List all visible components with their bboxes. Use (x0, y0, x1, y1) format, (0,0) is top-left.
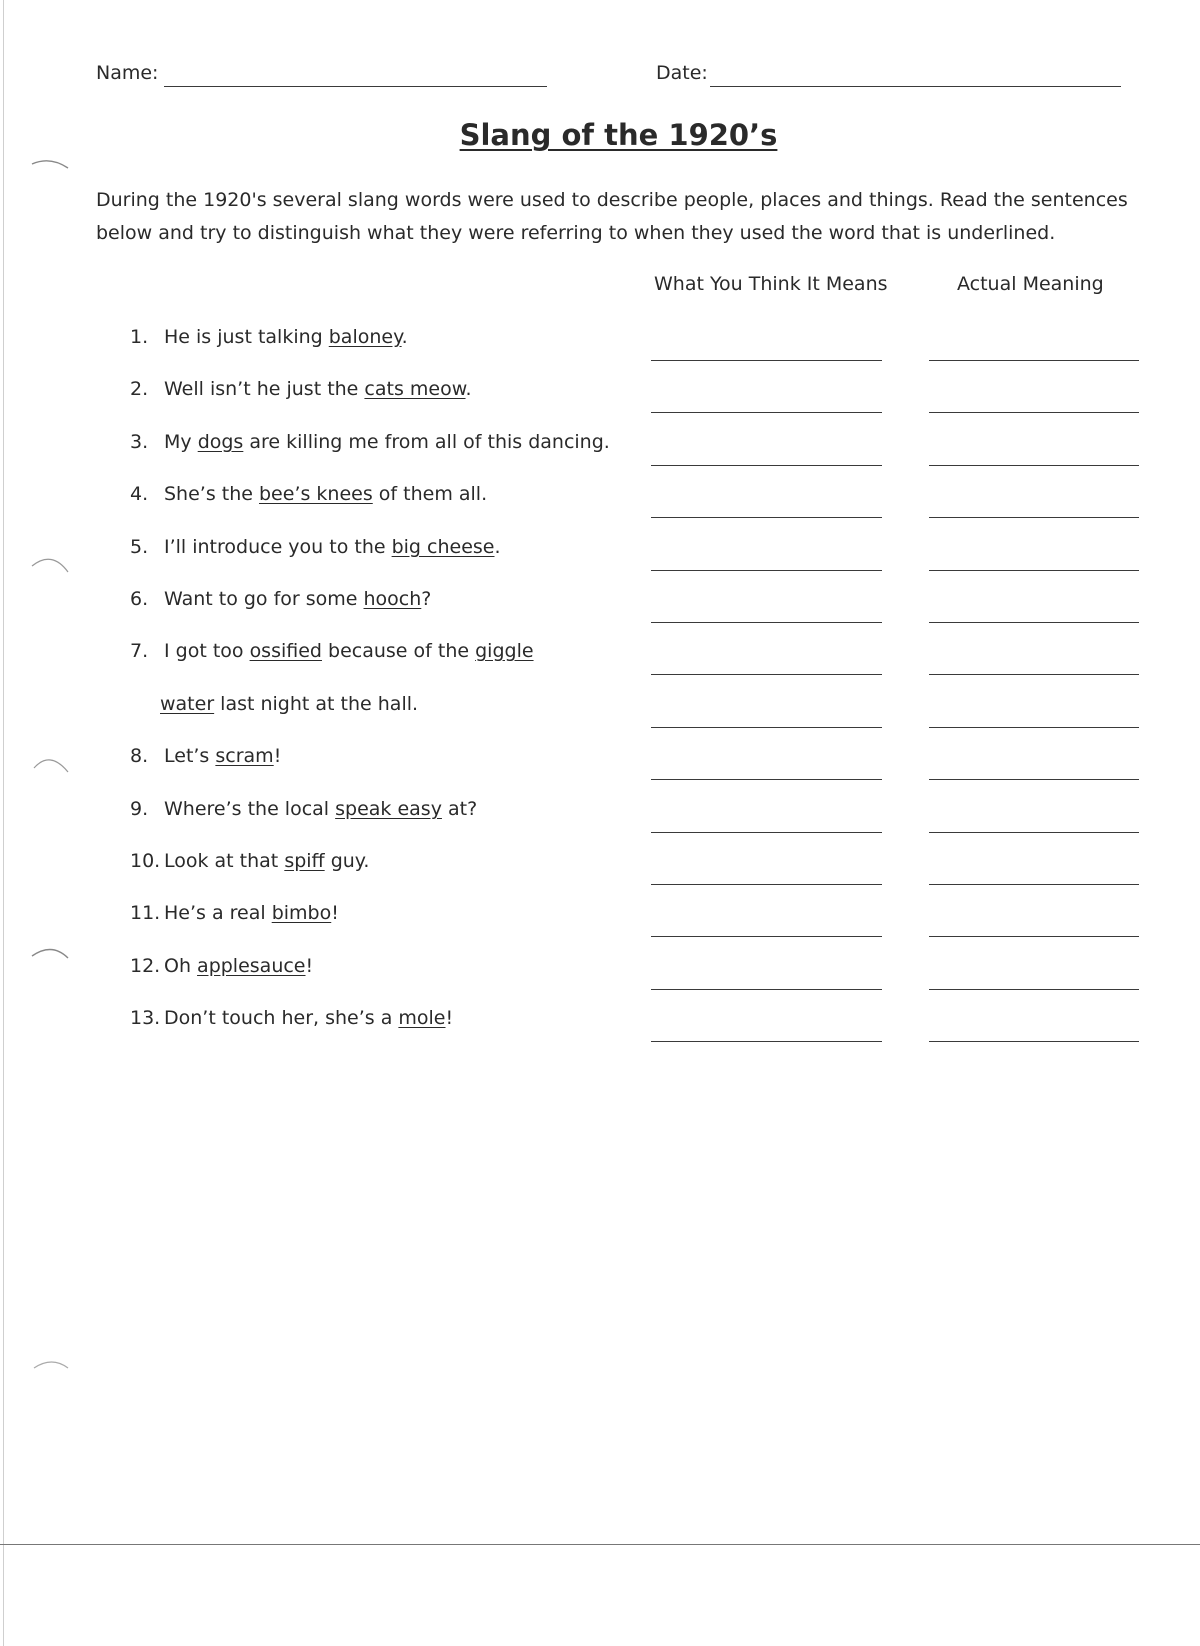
slang-term: dogs (197, 431, 244, 453)
sentence-text: I’ll introduce you to the (164, 536, 392, 558)
question-number: 12. (130, 955, 161, 977)
sentence-text: ! (305, 955, 314, 977)
sentence-text: Want to go for some (164, 588, 364, 610)
sentence-text: She’s the (164, 483, 259, 505)
slang-term: bee’s knees (259, 483, 373, 505)
slang-term: baloney (328, 326, 402, 348)
answer-blank-actual[interactable] (929, 465, 1139, 466)
sentence-text: Oh (164, 955, 198, 977)
question-row (0, 536, 1200, 588)
question-number: 1. (130, 326, 149, 348)
question-sentence (160, 693, 418, 715)
answer-blank-think[interactable] (651, 412, 882, 413)
name-label: Name: (96, 62, 159, 84)
column-header-think: What You Think It Means (654, 273, 888, 295)
answer-blank-think[interactable] (651, 570, 882, 571)
answer-blank-think[interactable] (651, 832, 882, 833)
answer-blank-actual[interactable] (929, 936, 1139, 937)
answer-blank-actual[interactable] (929, 1041, 1139, 1042)
sentence-text: ? (421, 588, 432, 610)
question-row (0, 902, 1200, 954)
sentence-text: ! (331, 902, 339, 924)
answer-blank-actual[interactable] (929, 622, 1139, 623)
answer-blank-think[interactable] (651, 727, 882, 728)
sentence-text: My (164, 431, 198, 453)
question-row (0, 955, 1200, 1007)
slang-term: spiff (284, 850, 325, 872)
answer-blank-think[interactable] (651, 622, 882, 623)
sentence-text: Well isn’t he just the (164, 378, 365, 400)
question-row (0, 745, 1200, 797)
slang-term: cats meow (364, 378, 466, 400)
sentence-text: . (494, 536, 501, 558)
page-title: Slang of the 1920’s (459, 118, 778, 152)
sentence-text: I got too (164, 640, 250, 662)
question-sentence (164, 431, 610, 453)
answer-blank-think[interactable] (651, 936, 882, 937)
question-row (0, 850, 1200, 902)
question-sentence (164, 955, 313, 977)
question-row (0, 588, 1200, 640)
sentence-text: . (401, 326, 408, 348)
name-field[interactable] (164, 86, 547, 87)
answer-blank-actual[interactable] (929, 360, 1139, 361)
question-row (0, 693, 1200, 745)
answer-blank-think[interactable] (651, 674, 882, 675)
sentence-text: of them all. (372, 483, 488, 505)
scan-artifact-line (0, 1544, 1200, 1545)
answer-blank-think[interactable] (651, 884, 882, 885)
answer-blank-actual[interactable] (929, 412, 1139, 413)
sentence-text: at? (441, 798, 478, 820)
answer-blank-actual[interactable] (929, 727, 1139, 728)
question-sentence (164, 1007, 453, 1029)
slang-term: speak easy (335, 798, 442, 820)
instructions: During the 1920's several slang words were used to describe people, places and things. Read the sentences below and try to distinguish what they were referring to when they used the word that is underlined. (96, 189, 1128, 244)
question-number: 10. (130, 850, 161, 872)
question-row (0, 483, 1200, 535)
question-sentence (164, 536, 501, 558)
answer-blank-think[interactable] (651, 1041, 882, 1042)
sentence-text: Where’s the local (164, 798, 336, 820)
question-sentence (164, 798, 477, 820)
sentence-text: last night at the hall. (214, 693, 419, 715)
question-sentence (164, 326, 408, 348)
binder-hole-mark (30, 148, 70, 188)
slang-term: ossified (249, 640, 322, 662)
column-header-actual: Actual Meaning (957, 273, 1104, 295)
slang-term: giggle (475, 640, 534, 662)
question-sentence (164, 850, 369, 872)
question-number: 7. (130, 640, 149, 662)
slang-term: bimbo (271, 902, 332, 924)
answer-blank-think[interactable] (651, 517, 882, 518)
date-field[interactable] (710, 86, 1121, 87)
question-sentence (164, 745, 281, 767)
question-number: 5. (130, 536, 149, 558)
date-label: Date: (656, 62, 708, 84)
sentence-text: ! (273, 745, 282, 767)
answer-blank-think[interactable] (651, 360, 882, 361)
answer-blank-think[interactable] (651, 465, 882, 466)
answer-blank-think[interactable] (651, 779, 882, 780)
answer-blank-actual[interactable] (929, 779, 1139, 780)
question-row (0, 378, 1200, 430)
question-number: 6. (130, 588, 149, 610)
question-number: 2. (130, 378, 149, 400)
question-number: 8. (130, 745, 149, 767)
question-sentence (164, 588, 431, 610)
slang-term: applesauce (197, 955, 306, 977)
sentence-text: Don’t touch her, she’s a (164, 1007, 399, 1029)
question-number: 13. (130, 1007, 161, 1029)
slang-term: scram (215, 745, 274, 767)
answer-blank-think[interactable] (651, 989, 882, 990)
question-number: 9. (130, 798, 149, 820)
answer-blank-actual[interactable] (929, 832, 1139, 833)
question-sentence (164, 483, 487, 505)
sentence-text: He is just talking (164, 326, 329, 348)
question-row (0, 640, 1200, 692)
slang-term: big cheese (391, 536, 495, 558)
sentence-text: Look at that (164, 850, 285, 872)
question-number: 11. (130, 902, 161, 924)
question-row (0, 326, 1200, 378)
question-row (0, 798, 1200, 850)
answer-blank-actual[interactable] (929, 674, 1139, 675)
sentence-text: Let’s (164, 745, 216, 767)
answer-blank-actual[interactable] (929, 884, 1139, 885)
answer-blank-actual[interactable] (929, 989, 1139, 990)
question-row (0, 1007, 1200, 1059)
answer-blank-actual[interactable] (929, 517, 1139, 518)
question-sentence (164, 640, 534, 662)
question-number: 3. (130, 431, 149, 453)
question-sentence (164, 902, 339, 924)
slang-term: hooch (363, 588, 422, 610)
slang-term: water (160, 693, 215, 715)
slang-term: mole (398, 1007, 446, 1029)
sentence-text: He’s a real (164, 902, 272, 924)
sentence-text: because of the (321, 640, 476, 662)
answer-blank-actual[interactable] (929, 570, 1139, 571)
question-sentence (164, 378, 472, 400)
sentence-text: . (465, 378, 472, 400)
question-number: 4. (130, 483, 149, 505)
sentence-text: guy. (324, 850, 370, 872)
sentence-text: ! (445, 1007, 454, 1029)
sentence-text: are killing me from all of this dancing. (243, 431, 610, 453)
binder-hole-mark (30, 1346, 70, 1386)
question-row (0, 431, 1200, 483)
